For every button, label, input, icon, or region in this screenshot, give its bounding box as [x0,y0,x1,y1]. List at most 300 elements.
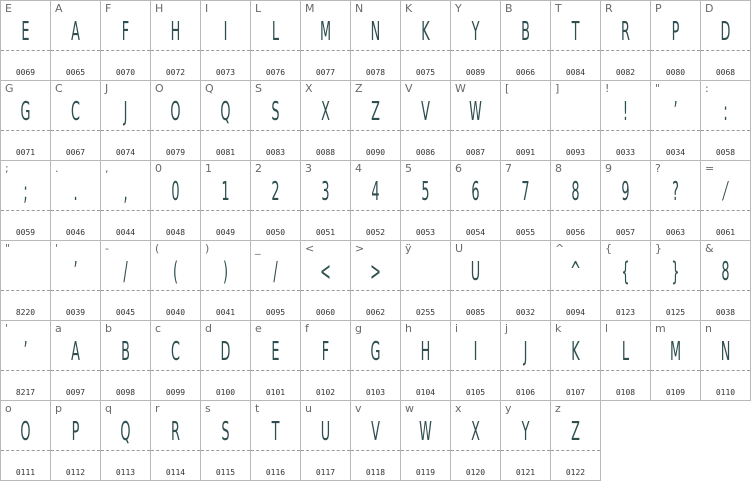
glyph-label: . [55,162,59,175]
glyph-cell [151,241,201,321]
baseline-divider [101,450,150,451]
glyph-cell [201,81,251,161]
glyph-code: 0091 [515,148,536,157]
glyph-label: P [655,2,662,15]
baseline-divider [601,50,650,51]
glyph-label: r [155,402,160,415]
glyph-sample: R [621,17,630,47]
glyph-code: 0072 [165,68,186,77]
glyph-code: 0059 [15,228,36,237]
baseline-divider [401,130,450,131]
glyph-sample: S [221,417,230,447]
glyph-cell [251,1,301,81]
glyph-cell [451,401,501,481]
glyph-code: 0066 [515,68,536,77]
baseline-divider [301,290,350,291]
glyph-label: b [105,322,112,335]
glyph-sample: ʼ [73,257,78,287]
glyph-code: 0049 [215,228,236,237]
glyph-sample: Q [220,97,231,127]
glyph-cell [351,1,401,81]
glyph-sample: B [121,337,130,367]
glyph-sample: W [469,97,482,127]
glyph-code: 0084 [565,68,586,77]
baseline-divider [51,370,100,371]
glyph-label: v [355,402,362,415]
glyph-code: 0116 [265,468,286,477]
baseline-divider [301,450,350,451]
glyph-code: 0034 [665,148,686,157]
glyph-code: 0101 [265,388,286,397]
glyph-sample: Y [521,417,530,447]
glyph-sample: 3 [321,177,330,207]
baseline-divider [501,370,550,371]
glyph-cell [251,401,301,481]
glyph-label: Y [455,2,462,15]
glyph-label: , [105,162,109,175]
glyph-sample: Z [371,97,380,127]
glyph-code: 0111 [15,468,36,477]
glyph-sample: . [73,177,78,207]
glyph-label: s [205,402,211,415]
glyph-sample: ⁄ [724,177,727,207]
glyph-code: 0076 [265,68,286,77]
glyph-label: ! [605,82,610,95]
glyph-sample: ( [172,257,179,287]
glyph-code: 0095 [265,308,286,317]
glyph-code: 0079 [165,148,186,157]
baseline-divider [451,50,500,51]
baseline-divider [651,290,700,291]
glyph-cell [501,241,551,321]
glyph-sample: } [671,257,680,287]
glyph-sample: 8 [571,177,580,207]
glyph-sample: 9 [621,177,630,207]
glyph-label: N [355,2,364,15]
glyph-label: } [655,242,662,255]
glyph-label: i [455,322,459,335]
glyph-sample: < [320,257,331,287]
glyph-label: h [405,322,412,335]
glyph-cell [301,241,351,321]
glyph-label: G [5,82,14,95]
glyph-code: 0097 [65,388,86,397]
baseline-divider [501,130,550,131]
baseline-divider [1,210,50,211]
baseline-divider [351,290,400,291]
glyph-cell [451,241,501,321]
baseline-divider [401,50,450,51]
baseline-divider [701,210,750,211]
baseline-divider [1,370,50,371]
glyph-cell [551,161,601,241]
glyph-label: { [605,242,612,255]
glyph-code: 0083 [265,148,286,157]
glyph-cell [301,321,351,401]
glyph-cell [401,401,451,481]
glyph-code: 0125 [665,308,686,317]
glyph-sample: T [571,17,580,47]
glyph-label: _ [255,242,261,255]
glyph-code: 0056 [565,228,586,237]
baseline-divider [101,130,150,131]
baseline-divider [251,370,300,371]
glyph-code: 0057 [615,228,636,237]
glyph-sample: / [123,257,128,287]
glyph-label: k [555,322,562,335]
glyph-cell [401,81,451,161]
baseline-divider [151,370,200,371]
glyph-label: f [305,322,309,335]
baseline-divider [151,130,200,131]
glyph-code: 0100 [215,388,236,397]
glyph-code: 0065 [65,68,86,77]
glyph-label: A [55,2,63,15]
baseline-divider [401,370,450,371]
glyph-code: 0033 [615,148,636,157]
glyph-code: 0075 [415,68,436,77]
glyph-cell [301,161,351,241]
glyph-sample: 8 [721,257,730,287]
glyph-code: 0038 [715,308,736,317]
glyph-sample: O [170,97,181,127]
glyph-cell [501,401,551,481]
baseline-divider [1,50,50,51]
glyph-cell [551,81,601,161]
baseline-divider [201,290,250,291]
glyph-cell [51,241,101,321]
glyph-cell [401,241,451,321]
baseline-divider [251,130,300,131]
glyph-cell [151,1,201,81]
baseline-divider [1,290,50,291]
glyph-sample: D [220,337,231,367]
glyph-cell [501,1,551,81]
glyph-code: 0048 [165,228,186,237]
glyph-label: 2 [255,162,262,175]
glyph-cell [251,321,301,401]
glyph-sample: , [123,177,128,207]
glyph-code: 0040 [165,308,186,317]
baseline-divider [451,290,500,291]
glyph-label: Q [205,82,214,95]
glyph-sample: 4 [371,177,380,207]
glyph-label: ; [5,162,9,175]
glyph-code: 0255 [415,308,436,317]
glyph-cell [451,161,501,241]
baseline-divider [51,130,100,131]
glyph-sample: H [170,17,181,47]
glyph-sample: F [321,337,330,367]
glyph-label: w [405,402,414,415]
glyph-label: ' [55,242,59,255]
glyph-cell [501,321,551,401]
baseline-divider [701,130,750,131]
glyph-code: 0104 [415,388,436,397]
baseline-divider [601,210,650,211]
baseline-divider [201,210,250,211]
glyph-label: ( [155,242,160,255]
baseline-divider [51,50,100,51]
glyph-code: 0073 [215,68,236,77]
glyph-sample: F [121,17,130,47]
glyph-cell [701,1,751,81]
glyph-label: p [55,402,62,415]
glyph-label: u [305,402,312,415]
glyph-label: < [305,242,315,255]
baseline-divider [501,50,550,51]
glyph-label: - [105,242,109,255]
glyph-code: 0054 [465,228,486,237]
glyph-code: 0053 [415,228,436,237]
baseline-divider [501,210,550,211]
glyph-sample: R [171,417,180,447]
baseline-divider [701,50,750,51]
glyph-label: U [455,242,464,255]
glyph-code: 0058 [715,148,736,157]
glyph-label: T [555,2,562,15]
baseline-divider [651,210,700,211]
glyph-code: 0109 [665,388,686,397]
baseline-divider [401,210,450,211]
glyph-code: 0074 [115,148,136,157]
glyph-sample: U [320,417,331,447]
glyph-code: 0070 [115,68,136,77]
baseline-divider [301,130,350,131]
glyph-cell [151,321,201,401]
glyph-sample [512,255,539,295]
glyph-code: 0060 [315,308,336,317]
glyph-cell [1,81,51,161]
glyph-code: 0039 [65,308,86,317]
glyph-code: 0061 [715,228,736,237]
glyph-label: l [605,322,609,335]
glyph-sample: 7 [521,177,530,207]
glyph-sample: > [370,257,381,287]
glyph-label: ÿ [405,242,412,255]
glyph-code: 0087 [465,148,486,157]
glyph-cell [51,401,101,481]
baseline-divider [351,370,400,371]
baseline-divider [101,210,150,211]
glyph-cell [1,401,51,481]
glyph-cell [701,241,751,321]
glyph-sample: M [669,337,682,367]
glyph-sample: ! [622,97,629,127]
glyph-label: ] [555,82,560,95]
glyph-code: 0121 [515,468,536,477]
glyph-code: 0094 [565,308,586,317]
baseline-divider [701,290,750,291]
glyph-label: e [255,322,262,335]
glyph-label: ? [655,162,661,175]
glyph-cell [401,161,451,241]
glyph-code: 0069 [15,68,36,77]
glyph-label: m [655,322,666,335]
baseline-divider [551,130,600,131]
baseline-divider [151,50,200,51]
glyph-label: o [5,402,12,415]
baseline-divider [451,130,500,131]
glyph-code: 0110 [715,388,736,397]
glyph-code: 0099 [165,388,186,397]
glyph-sample: C [171,337,180,367]
glyph-cell [601,161,651,241]
baseline-divider [501,450,550,451]
glyph-cell [601,321,651,401]
baseline-divider [301,370,350,371]
glyph-code: 0123 [615,308,636,317]
glyph-label: y [505,402,512,415]
glyph-label: [ [505,82,510,95]
glyph-code: 0067 [65,148,86,157]
glyph-sample: C [71,97,80,127]
glyph-label: X [305,82,313,95]
glyph-sample [512,95,539,135]
glyph-code: 0103 [365,388,386,397]
glyph-code: 0105 [465,388,486,397]
glyph-code: 0071 [15,148,36,157]
glyph-cell [1,1,51,81]
glyph-cell [601,1,651,81]
glyph-code: 0052 [365,228,386,237]
glyph-cell [201,1,251,81]
baseline-divider [601,130,650,131]
glyph-cell [701,321,751,401]
glyph-sample: ) [222,257,229,287]
glyph-label: 5 [405,162,412,175]
glyph-label: g [355,322,362,335]
glyph-code: 0107 [565,388,586,397]
baseline-divider [1,130,50,131]
glyph-cell [201,161,251,241]
glyph-code: 0119 [415,468,436,477]
baseline-divider [251,450,300,451]
glyph-label: 9 [605,162,612,175]
glyph-label: B [505,2,513,15]
glyph-code: 8217 [15,388,36,397]
glyph-cell [551,241,601,321]
glyph-code: 0080 [665,68,686,77]
glyph-label: D [705,2,714,15]
glyph-sample: H [420,337,431,367]
glyph-label: 3 [305,162,312,175]
baseline-divider [101,50,150,51]
baseline-divider [301,210,350,211]
baseline-divider [251,210,300,211]
glyph-cell [701,81,751,161]
glyph-sample: V [421,97,430,127]
glyph-code: 0085 [465,308,486,317]
glyph-cell [551,401,601,481]
glyph-cell [351,321,401,401]
glyph-sample: D [720,17,731,47]
glyph-cell [251,161,301,241]
glyph-cell [601,81,651,161]
glyph-code: 0045 [115,308,136,317]
glyph-sample: 0 [171,177,180,207]
glyph-cell [201,241,251,321]
glyph-cell [701,161,751,241]
glyph-label: 1 [205,162,212,175]
glyph-code: 0115 [215,468,236,477]
baseline-divider [301,50,350,51]
glyph-cell [451,321,501,401]
glyph-code: 0082 [615,68,636,77]
glyph-label: ^ [555,242,565,255]
glyph-cell [151,401,201,481]
baseline-divider [401,290,450,291]
baseline-divider [401,450,450,451]
glyph-label: n [705,322,712,335]
baseline-divider [651,130,700,131]
glyph-sample: N [720,337,731,367]
baseline-divider [601,290,650,291]
glyph-sample: ? [672,177,679,207]
glyph-sample: J [523,337,528,367]
baseline-divider [201,130,250,131]
glyph-cell [101,161,151,241]
glyph-label: > [355,242,365,255]
glyph-label: 7 [505,162,512,175]
glyph-cell [151,81,201,161]
baseline-divider [201,450,250,451]
glyph-sample: I [473,337,478,367]
glyph-code: 0041 [215,308,236,317]
glyph-label: q [105,402,112,415]
glyph-sample: A [71,337,80,367]
glyph-cell [51,81,101,161]
glyph-sample: K [421,17,430,47]
baseline-divider [151,450,200,451]
glyph-label: Z [355,82,363,95]
glyph-cell [51,321,101,401]
glyph-code: 0113 [115,468,136,477]
baseline-divider [551,50,600,51]
glyph-code: 0117 [315,468,336,477]
glyph-sample: L [621,337,630,367]
baseline-divider [551,290,600,291]
glyph-label [505,242,509,255]
baseline-divider [51,450,100,451]
glyph-cell [351,161,401,241]
glyph-sample: ; [23,177,28,207]
glyph-sample: Y [471,17,480,47]
glyph-code: 0068 [715,68,736,77]
glyph-label: E [5,2,12,15]
glyph-sample: 5 [421,177,430,207]
glyph-code: 0122 [565,468,586,477]
glyph-sample: 1 [221,177,230,207]
glyph-code: 0112 [65,468,86,477]
glyph-code: 0086 [415,148,436,157]
glyph-cell [551,1,601,81]
glyph-sample: ʼ [23,337,28,367]
baseline-divider [451,210,500,211]
glyph-code: 0044 [115,228,136,237]
baseline-divider [551,370,600,371]
glyph-cell [551,321,601,401]
glyph-code: 0102 [315,388,336,397]
glyph-cell [501,161,551,241]
baseline-divider [51,290,100,291]
glyph-label: 4 [355,162,362,175]
glyph-label: K [405,2,413,15]
glyph-cell [401,321,451,401]
baseline-divider [201,370,250,371]
glyph-label: ' [5,322,9,335]
glyph-code: 0093 [565,148,586,157]
